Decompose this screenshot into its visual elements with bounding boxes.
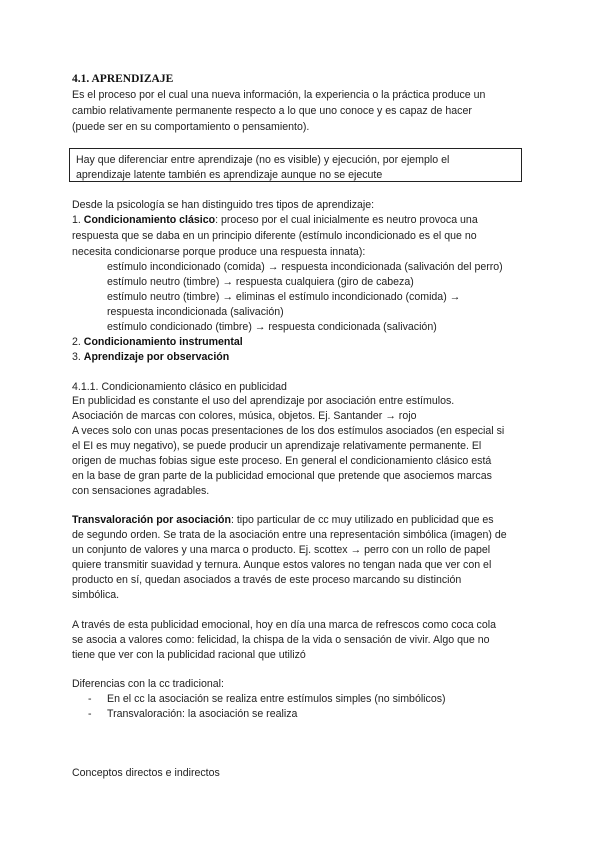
note-box xyxy=(69,148,522,182)
bullet-marker: - xyxy=(88,693,92,705)
transval-term: Transvaloración por asociación xyxy=(72,514,231,526)
next-heading: Conceptos directos e indirectos xyxy=(72,767,220,779)
para3-line-3: tiene que ver con la publicidad racional que utilizó xyxy=(72,649,306,661)
note-line-2: aprendizaje latente también es aprendizaje aunque no se ejecute xyxy=(76,169,383,182)
type-item-3-title: Aprendizaje por observación xyxy=(83,351,230,363)
example-line-1: estímulo incondicionado (comida) → respuesta incondicionada (salivación del perro) xyxy=(107,261,503,273)
para3-line-2: se asocia a valores como: felicidad, la chispa de la vida o sensación de vivir. Algo que no xyxy=(72,634,490,646)
type-item-2-number: 2. xyxy=(72,336,81,348)
transval-line-5: producto en sí, quedan asociados a través de este proceso marcando su distinción xyxy=(72,574,462,586)
para3-line-1: A través de esta publicidad emocional, hoy en día una marca de refrescos como coca cola xyxy=(72,619,496,631)
example-line-2: estímulo neutro (timbre) → respuesta cualquiera (giro de cabeza) xyxy=(107,276,414,288)
example-line-5: estímulo condicionado (timbre) → respuesta condicionada (salivación) xyxy=(107,321,437,333)
transval-def: : tipo particular de cc muy utilizado en publicidad que es xyxy=(230,514,494,526)
types-lead: Desde la psicología se han distinguido tres tipos de aprendizaje: xyxy=(72,199,375,211)
intro-line-3: (puede ser en su comportamiento o pensamiento). xyxy=(72,121,310,133)
bullet-marker: - xyxy=(88,708,92,720)
type-item-1 xyxy=(72,213,532,228)
transval-line-6: simbólica. xyxy=(72,589,120,601)
type-item-1-desc: : proceso por el cual inicialmente es neutro provoca una xyxy=(215,214,478,226)
type-item-3 xyxy=(72,350,532,365)
intro-line-1: Es el proceso por el cual una nueva información, la experiencia o la práctica produce un xyxy=(72,89,486,101)
type-item-2-title: Condicionamiento instrumental xyxy=(83,336,243,348)
subsection-title: 4.1.1. Condicionamiento clásico en publicidad xyxy=(72,381,287,393)
type-item-1-number: 1. xyxy=(72,214,81,226)
para1-line-7: con sensaciones agradables. xyxy=(72,485,210,497)
transval-line-3: un conjunto de valores y una marca o producto. Ej. scottex → perro con un rollo de papel xyxy=(72,544,491,556)
para1-line-4: el EI es muy negativo), se puede producir un aprendizaje relativamente permanente. El xyxy=(72,440,482,452)
diff-item-2: Transvaloración: la asociación se realiza xyxy=(107,708,298,720)
transval-line-1 xyxy=(72,513,532,528)
example-line-4: respuesta incondicionada (salivación) xyxy=(107,306,284,318)
type-item-3-number: 3. xyxy=(72,351,81,363)
diff-title: Diferencias con la cc tradicional: xyxy=(72,678,224,690)
intro-line-2: cambio relativamente permanente respecto a lo que uno conoce y es capaz de hacer xyxy=(72,105,472,117)
type-item-1-cont-1: respuesta que se daba en un principio diferente (estímulo incondicionado es el que no xyxy=(72,230,477,242)
para1-line-6: en la base de gran parte de la publicidad emocional que pretende que asociemos marcas xyxy=(72,470,492,482)
type-item-1-cont-2: necesita condicionarse porque produce una respuesta innata): xyxy=(72,246,366,258)
type-item-2 xyxy=(72,335,532,350)
section-heading: 4.1. APRENDIZAJE xyxy=(72,73,174,85)
example-line-3: estímulo neutro (timbre) → eliminas el estímulo incondicionado (comida) → xyxy=(107,291,461,303)
note-line-1: Hay que diferenciar entre aprendizaje (no es visible) y ejecución, por ejemplo el xyxy=(76,154,450,166)
transval-line-2: de segundo orden. Se trata de la asociación entre una representación simbólica (imagen) de xyxy=(72,529,507,541)
para1-line-5: origen de muchas fobias sigue este proceso. En general el condicionamiento clásico está xyxy=(72,455,492,467)
diff-item-1: En el cc la asociación se realiza entre estímulos simples (no simbólicos) xyxy=(107,693,446,705)
para1-line-3: A veces solo con unas pocas presentaciones de los dos estímulos asociados (en especial si xyxy=(72,425,505,437)
type-item-1-title: Condicionamiento clásico xyxy=(83,214,216,226)
transval-line-4: quiere transmitir suavidad y ternura. Aunque estos valores no tengan nada que ver con el xyxy=(72,559,492,571)
para1-line-1: En publicidad es constante el uso del aprendizaje por asociación entre estímulos. xyxy=(72,395,455,407)
para1-line-2: Asociación de marcas con colores, música, objetos. Ej. Santander → rojo xyxy=(72,410,417,422)
